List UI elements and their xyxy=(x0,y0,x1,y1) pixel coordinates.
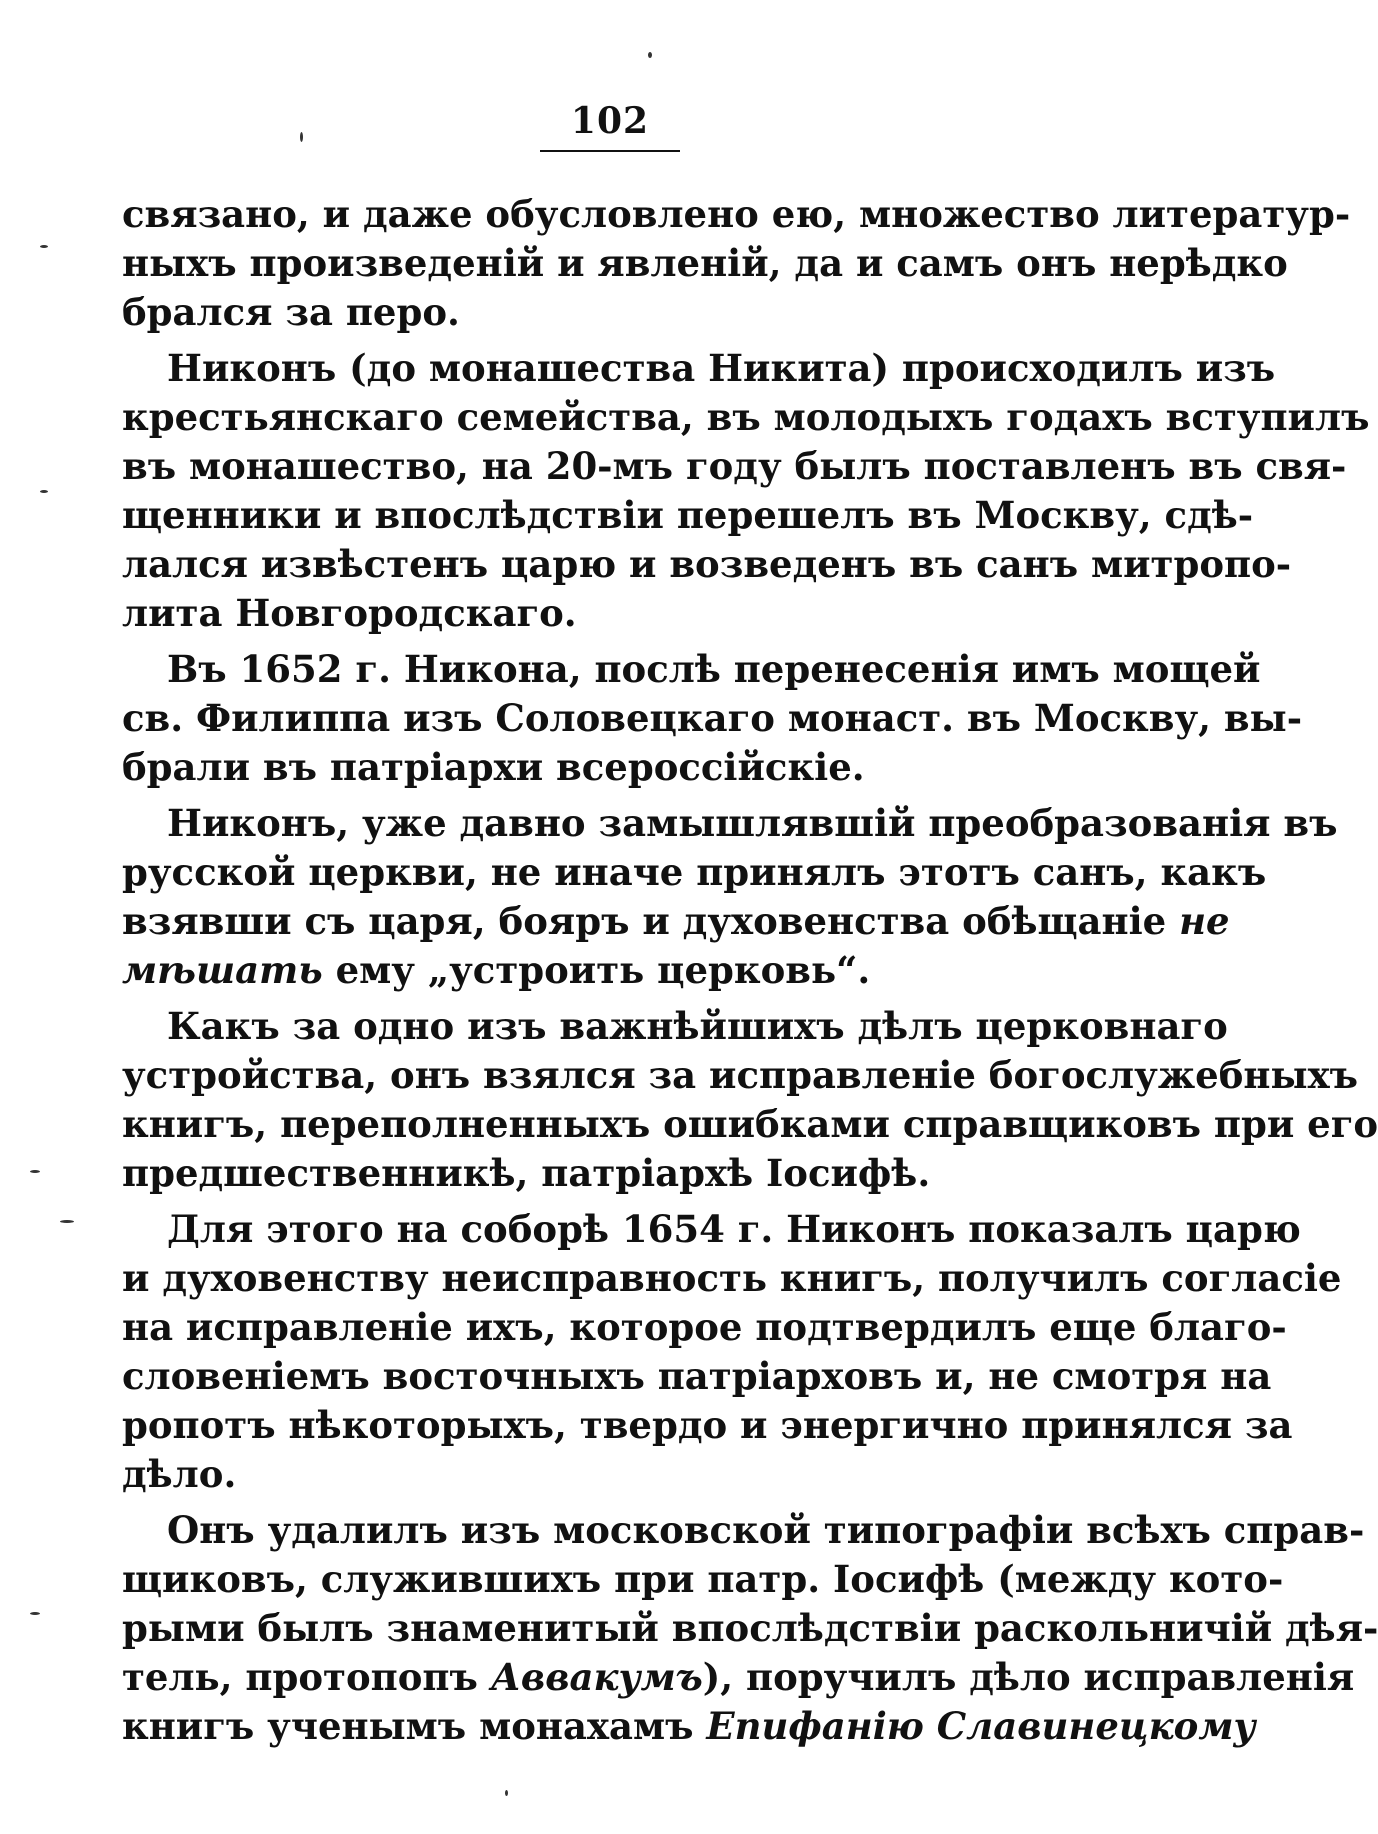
text-line xyxy=(122,1401,1293,1450)
scan-speck xyxy=(60,1220,74,1223)
text-line xyxy=(122,1702,1256,1751)
scan-speck xyxy=(300,132,303,142)
text-run: щенники и впослѣдствiи перешелъ въ Москву, сдѣ- xyxy=(122,493,1254,537)
text-run: тель, протопопъ xyxy=(122,1655,491,1699)
paragraph xyxy=(122,1205,1342,1499)
scan-speck xyxy=(40,245,48,248)
text-line xyxy=(122,1604,1378,1653)
text-line xyxy=(122,1205,1301,1254)
text-line xyxy=(122,442,1347,491)
text-line xyxy=(122,645,1261,694)
scan-speck xyxy=(505,1790,508,1796)
text-run: словенiемъ восточныхъ патрiарховъ и, не смотря на xyxy=(122,1354,1272,1398)
paragraph xyxy=(122,190,1351,337)
text-line xyxy=(122,743,1100,792)
text-line xyxy=(122,946,1100,995)
text-line xyxy=(122,1555,1284,1604)
text-line xyxy=(122,1450,1100,1499)
text-run: брался за перо. xyxy=(122,290,460,334)
text-run: ), поручилъ дѣло исправленiя xyxy=(702,1655,1355,1699)
text-run: ему „устроить церковь“. xyxy=(322,948,871,992)
text-line xyxy=(122,288,1100,337)
body-text xyxy=(122,190,1378,1758)
paragraph xyxy=(122,1002,1378,1198)
text-line xyxy=(122,393,1370,442)
text-run: св. Филиппа изъ Соловецкаго монаст. въ Москву, вы- xyxy=(122,696,1303,740)
scan-speck xyxy=(30,1170,40,1173)
italic-run: Аввакумъ xyxy=(490,1655,703,1699)
text-run: взявши съ царя, бояръ и духовенства обѣщанiе xyxy=(122,899,1180,943)
text-run: дѣло. xyxy=(122,1452,237,1496)
text-line xyxy=(122,491,1254,540)
text-line xyxy=(122,1149,1100,1198)
italic-run: мѣшать xyxy=(122,948,323,992)
text-run: Какъ за одно изъ важнѣйшихъ дѣлъ церковнаго xyxy=(167,1004,1228,1048)
text-run: въ монашество, на 20-мъ году былъ поставленъ въ свя- xyxy=(122,444,1347,488)
text-run: устройства, онъ взялся за исправленiе богослужебныхъ xyxy=(122,1053,1359,1097)
text-line xyxy=(122,1352,1272,1401)
page-number: 102 xyxy=(570,100,650,142)
text-line xyxy=(122,1506,1365,1555)
text-run: Въ 1652 г. Никона, послѣ перенесенiя имъ мощей xyxy=(167,647,1261,691)
text-line xyxy=(122,694,1303,743)
text-run: лался извѣстенъ царю и возведенъ въ санъ митропо- xyxy=(122,542,1292,586)
italic-run: Епифанiю Славинецкому xyxy=(706,1704,1256,1748)
text-line xyxy=(122,1100,1378,1149)
text-line xyxy=(122,897,1230,946)
paragraph xyxy=(122,799,1338,995)
text-run: рыми былъ знаменитый впослѣдствiи раскольничiй дѣя- xyxy=(122,1606,1378,1650)
text-run: книгъ, переполненныхъ ошибками справщиковъ при его xyxy=(122,1102,1378,1146)
text-line xyxy=(122,589,1100,638)
text-line xyxy=(122,1303,1287,1352)
paragraph xyxy=(122,344,1370,638)
text-run: ныхъ произведенiй и явленiй, да и самъ онъ нерѣдко xyxy=(122,241,1288,285)
text-line xyxy=(122,1051,1359,1100)
text-run: брали въ патрiархи всероссiйскiе. xyxy=(122,745,865,789)
text-run: лита Новгородскаго. xyxy=(122,591,577,635)
scan-speck xyxy=(30,1612,40,1615)
text-line xyxy=(122,1653,1355,1702)
text-line xyxy=(122,1002,1228,1051)
text-run: русской церкви, не иначе принялъ этотъ санъ, какъ xyxy=(122,850,1267,894)
text-run: Онъ удалилъ изъ московской типографiи всѣхъ справ- xyxy=(167,1508,1365,1552)
text-line xyxy=(122,799,1338,848)
text-run: связано, и даже обусловлено ею, множество литератур- xyxy=(122,192,1351,236)
text-run: ропотъ нѣкоторыхъ, твердо и энергично принялся за xyxy=(122,1403,1293,1447)
scan-speck xyxy=(40,490,48,493)
text-run: Никонъ, уже давно замышлявшiй преобразованiя въ xyxy=(167,801,1338,845)
page-number-underline xyxy=(540,150,680,152)
text-line xyxy=(122,848,1267,897)
text-line xyxy=(122,344,1276,393)
text-run: Никонъ (до монашества Никита) происходилъ изъ xyxy=(167,346,1276,390)
paragraph xyxy=(122,1506,1378,1751)
text-line xyxy=(122,540,1292,589)
text-line xyxy=(122,190,1351,239)
text-line xyxy=(122,239,1288,288)
italic-run: не xyxy=(1179,899,1230,943)
paragraph xyxy=(122,645,1303,792)
text-run: предшественникѣ, патрiархѣ Iосифѣ. xyxy=(122,1151,931,1195)
text-line xyxy=(122,1254,1342,1303)
text-run: и духовенству неисправность книгъ, получилъ согласiе xyxy=(122,1256,1342,1300)
text-run: Для этого на соборѣ 1654 г. Никонъ показалъ царю xyxy=(167,1207,1301,1251)
scan-speck xyxy=(648,52,652,58)
text-run: щиковъ, служившихъ при патр. Iосифѣ (между кото- xyxy=(122,1557,1284,1601)
text-run: на исправленiе ихъ, которое подтвердилъ еще благо- xyxy=(122,1305,1287,1349)
text-run: крестьянскаго семейства, въ молодыхъ годахъ вступилъ xyxy=(122,395,1370,439)
text-run: книгъ ученымъ монахамъ xyxy=(122,1704,707,1748)
